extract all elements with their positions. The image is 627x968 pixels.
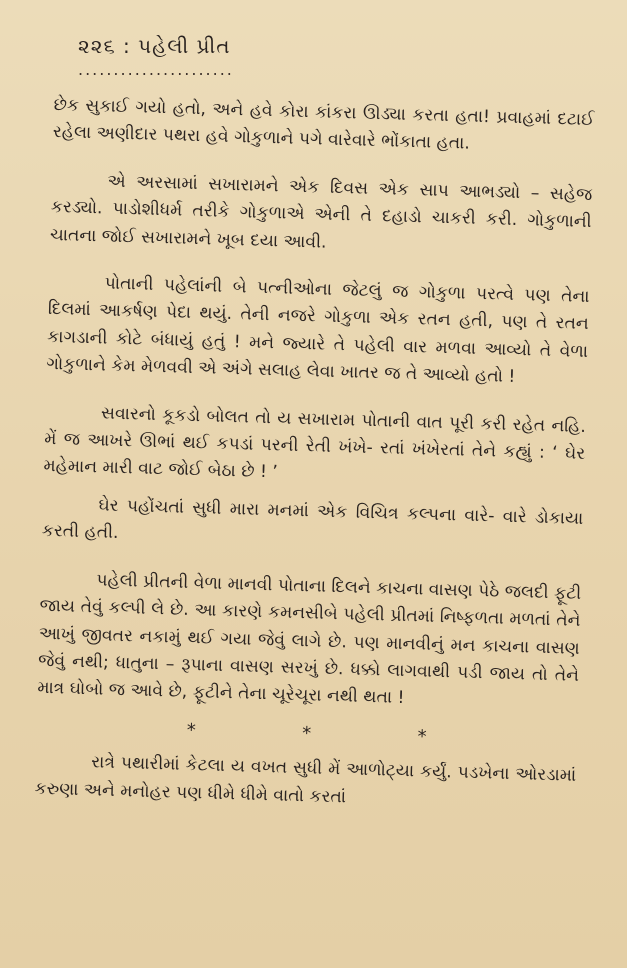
separator-star-2: * — [301, 722, 312, 745]
paragraph-1: છેક સુકાઈ ગયો હતો, અને હવે કોરા કાંકરા ઊડ્યા કરતા હતા! પ્રવાહમાં દટાઈ રહેલા અણીદાર પથરા હવે ગોકુળાને પગે વારેવારે ભોંકાતા હતા. — [52, 94, 595, 155]
paragraph-3: પોતાની પહેલાંની બે પત્નીઓના જેટલું જ ગોકુળા પરત્વે પણ તેના દિલમાં આકર્ષણ પેદા થયું. તેની નજરે ગોકુળા એક રતન હતી, પણ તે રતન કાગડાની કોટે બંધાયું હતું ! મને જ્યારે તે પહેલી વાર મળવા આવ્યો તે વેળા ગોકુળાને કેમ મેળવવી એ અંગે સલાહ લેવા ખાતર જ તે આવ્યો હતો ! — [46, 273, 590, 388]
separator-star-3: * — [417, 726, 427, 748]
paragraph-7: રાત્રે પથારીમાં કેટલા ય વખત સુધી મેં આળોટ્યા કર્યું. પડખેના ઓરડામાં કરુણા અને મનોહર પણ ધીમે ધીમે વાતો કરતાં — [34, 752, 577, 807]
page-body — [34, 92, 595, 838]
paragraph-5: ઘેર પહોંચતાં સુધી મારા મનમાં એક વિચિત્ર કલ્પના વારે- વારે ડોકાયા કરતી હતી. — [41, 495, 584, 544]
page-number-and-title: ૨૨૬ : પહેલી પ્રીત — [78, 34, 231, 58]
paragraph-2: એ અરસામાં સખારામને એક દિવસ એક સાપ આભડ્યો – સહેજ કરડ્યો. પાડોશીધર્મ તરીકે ગોકુળાએ એની તે દહાડો ચાકરી કરી. ગોકુળાની ચાતના જોઈ સખારામને ખૂબ દયા આવી. — [49, 171, 593, 253]
paragraph-4: સવારનો કૂકડો બોલત તો ય સખારામ પોતાની વાત પૂરી કરી રહેત નહિ. મેં જ આખરે ઊભાં થઈ કપડાં પરની રેતી ખંખે- રતાં ખંખેરતાં તેને કહ્યું : ‘ ઘેર મહેમાન મારી વાટ જોઈ બેઠા છે ! ’ — [43, 403, 587, 483]
section-separator — [133, 715, 480, 752]
paragraph-6: પહેલી પ્રીતની વેળા માનવી પોતાના દિલને કાચના વાસણ પેઠે જલદી ફૂટી જાય તેવું કલ્પી લે છે. આ કારણે કમનસીબે પહેલી પ્રીતમાં નિષ્ફળતા મળતાં તેને આખું જીવતર નકામું થઈ ગયા જેવું લાગે છે. પણ માનવીનું મન કાચના વાસણ જેવું નથી; ધાતુના – રૂપાના વાસણ સરખું છે. ધક્કો લાગવાથી પડી જાય તો તેને માત્ર ઘોબો જ આવે છે, ફૂટીને તેના ચૂરેચૂરા નથી થતા ! — [37, 570, 582, 709]
separator-star-1: * — [186, 719, 197, 741]
header-dotted-rule: ...................... — [78, 60, 234, 79]
page-header — [78, 34, 234, 79]
